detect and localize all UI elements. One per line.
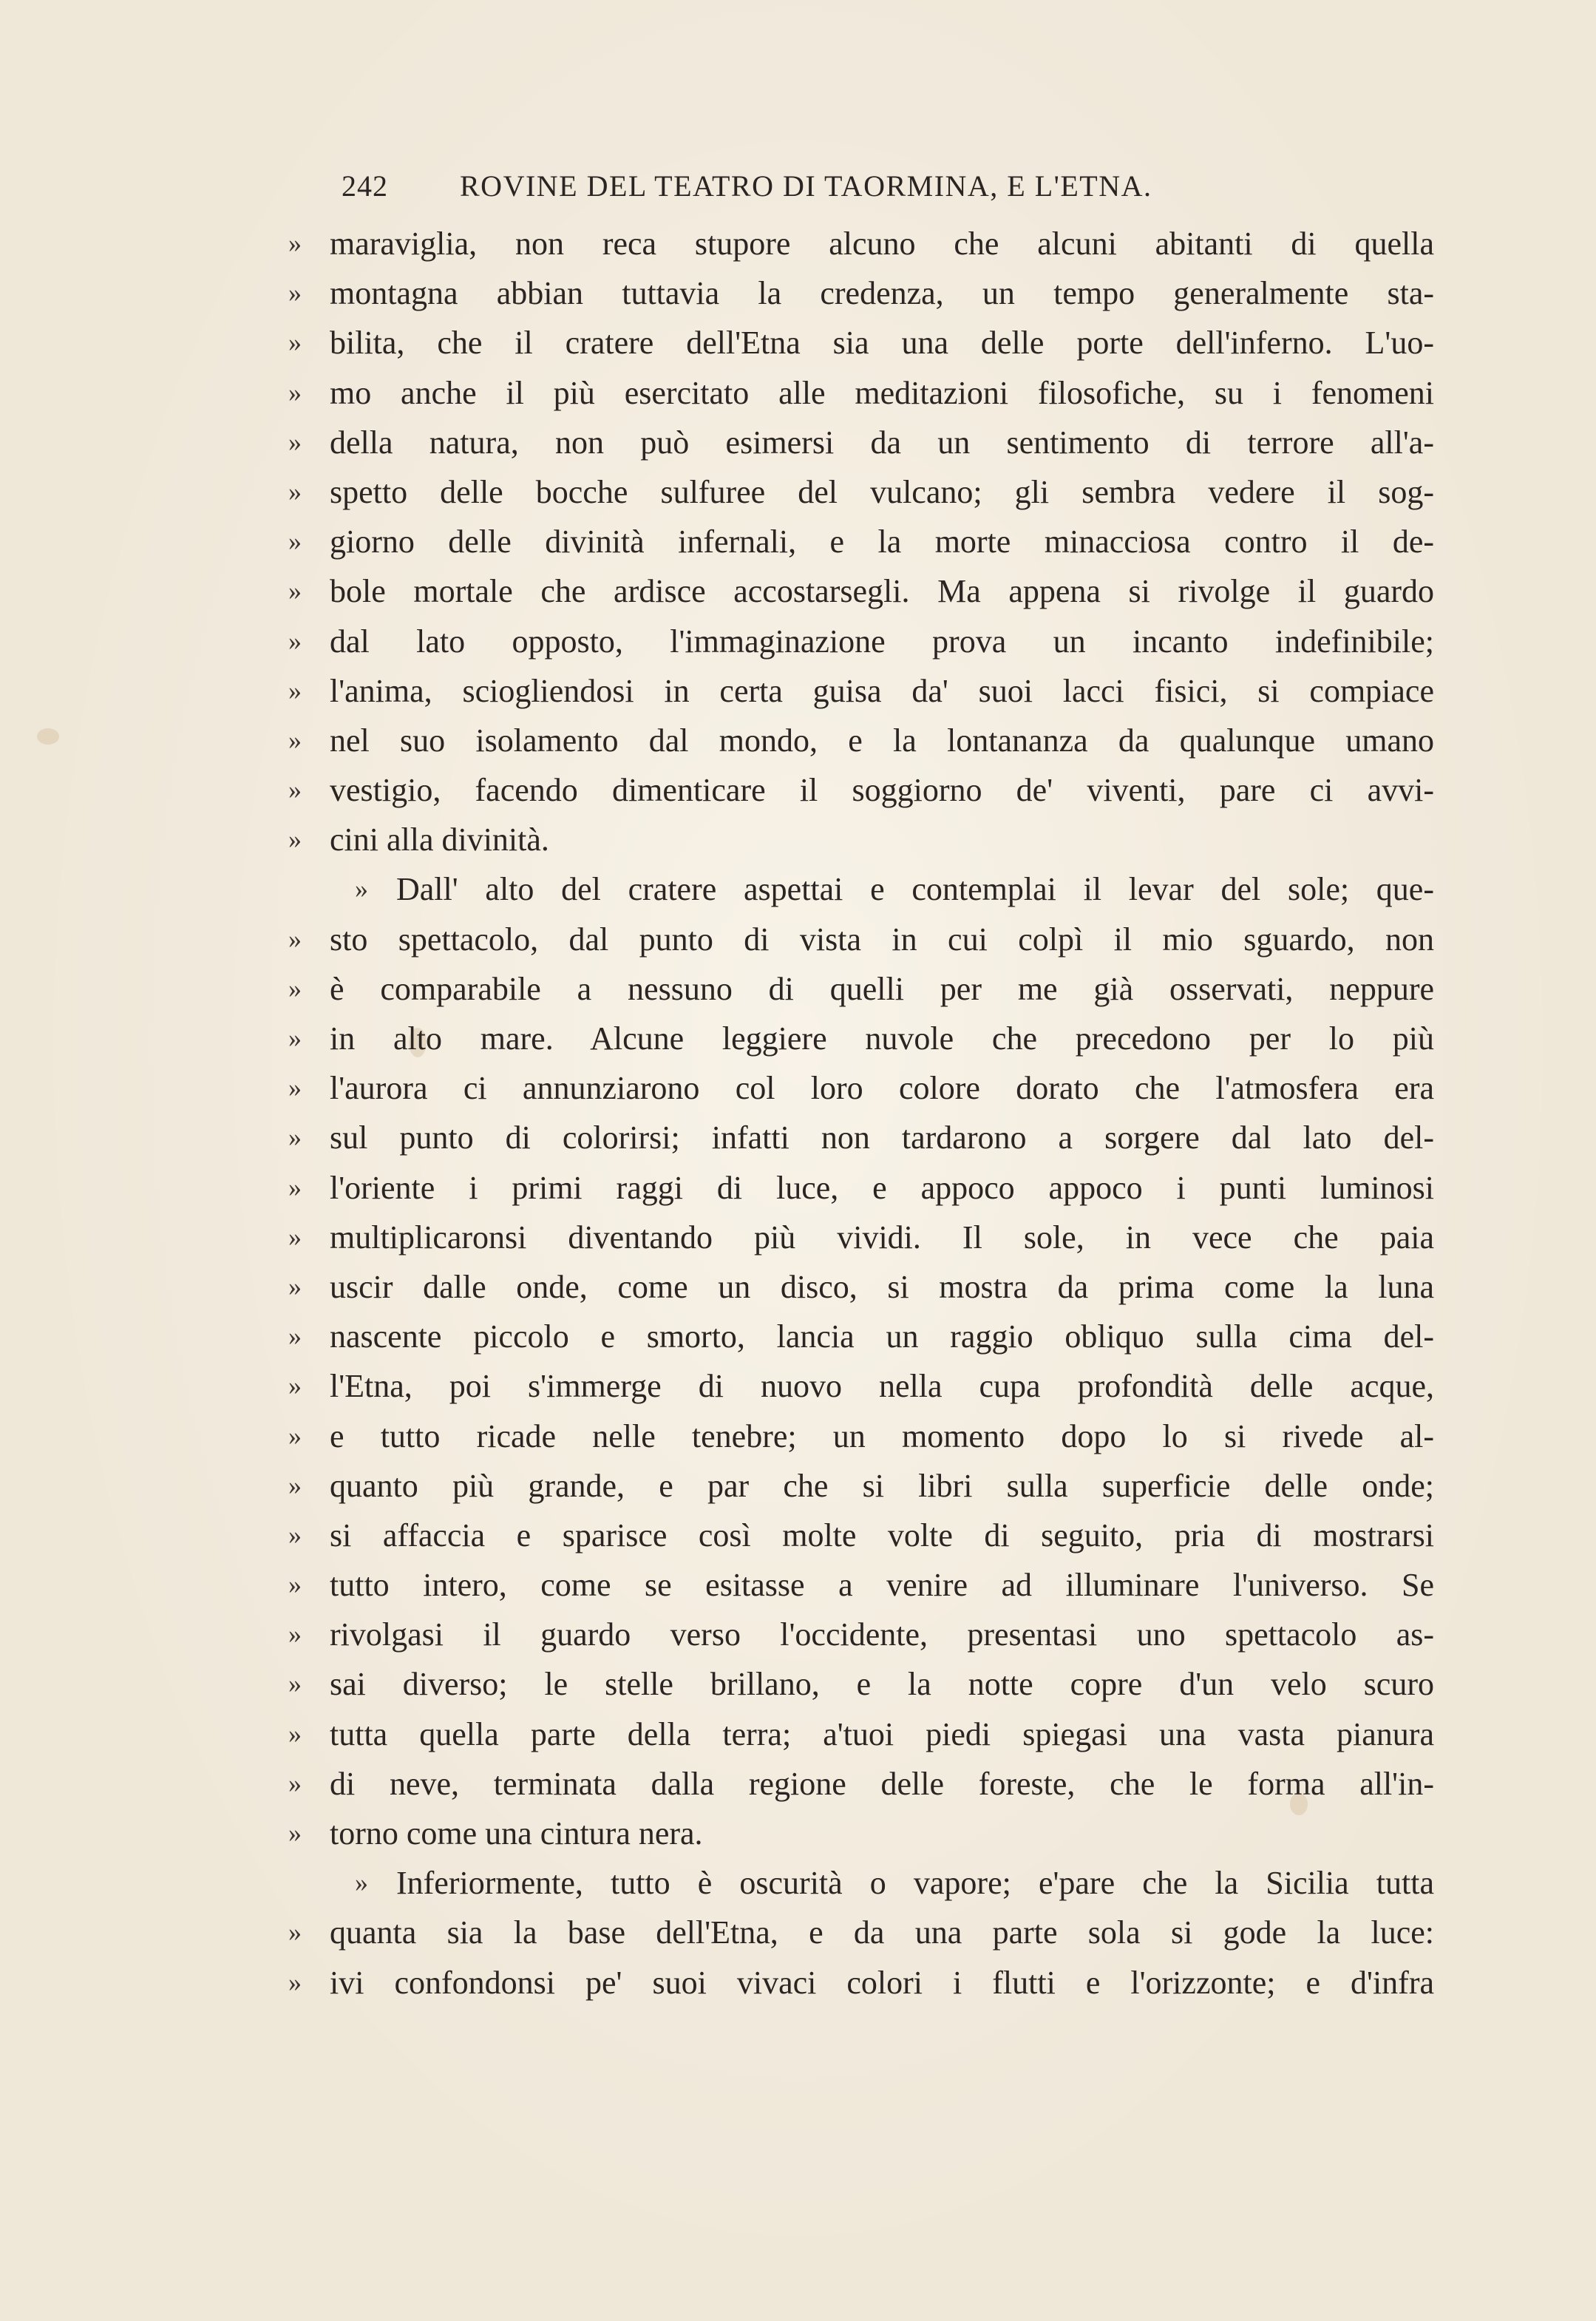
text-line: [288, 1461, 1434, 1511]
quote-mark: »: [288, 1222, 302, 1252]
line-text: di neve, terminata dalla regione delle foreste, che le forma all'in-: [330, 1765, 1434, 1802]
text-line: [288, 864, 1434, 914]
line-text: l'Etna, poi s'immerge di nuovo nella cupa profondità delle acque,: [330, 1368, 1434, 1405]
line-text: l'anima, sciogliendosi in certa guisa da' suoi lacci fisici, si compiace: [330, 672, 1434, 709]
quote-mark: »: [288, 427, 302, 457]
text-line: [288, 964, 1434, 1014]
running-title: ROVINE DEL TEATRO DI TAORMINA, E L'ETNA.: [460, 169, 1152, 203]
text-line: [288, 566, 1434, 616]
text-line: [288, 219, 1434, 268]
quote-mark: »: [288, 1073, 302, 1103]
quote-mark: »: [288, 1718, 302, 1749]
quote-mark: »: [288, 1917, 302, 1948]
line-text: giorno delle divinità infernali, e la morte minacciosa contro il de-: [330, 524, 1434, 560]
paper-stain: [37, 728, 59, 745]
text-line: [288, 1014, 1434, 1063]
quote-mark: »: [288, 228, 302, 258]
line-text: multiplicaronsi diventando più vividi. Il sole, in vece che paia: [330, 1219, 1434, 1256]
quote-mark: »: [288, 1768, 302, 1798]
text-line: [288, 1958, 1434, 2007]
text-line: [288, 1560, 1434, 1610]
text-line: [288, 716, 1434, 765]
text-line: [288, 268, 1434, 318]
text-line: [288, 1759, 1434, 1809]
line-text: tutta quella parte della terra; a'tuoi piedi spiegasi una vasta pianura: [330, 1715, 1434, 1752]
quote-mark: »: [288, 675, 302, 705]
text-line: [288, 1908, 1434, 1957]
line-text: ivi confondonsi pe' suoi vivaci colori i flutti e l'orizzonte; e d'infra: [330, 1964, 1434, 2001]
line-text: maraviglia, non reca stupore alcuno che alcuni abitanti di quella: [330, 226, 1434, 262]
quote-mark: »: [288, 278, 302, 308]
line-text: nel suo isolamento dal mondo, e la lontananza da qualunque umano: [330, 722, 1434, 759]
text-line: [288, 318, 1434, 367]
running-header: [342, 169, 1273, 213]
line-text: sto spettacolo, dal punto di vista in cui colpì il mio sguardo, non: [330, 921, 1434, 958]
quote-mark: »: [288, 1669, 302, 1699]
text-line: [288, 1213, 1434, 1262]
line-text: uscir dalle onde, come un disco, si mostra da prima come la luna: [330, 1268, 1434, 1305]
quote-mark: »: [288, 1172, 302, 1202]
text-line: [288, 915, 1434, 964]
text-line: [288, 1262, 1434, 1312]
text-line: [288, 517, 1434, 566]
line-text: montagna abbian tuttavia la credenza, un tempo generalmente sta-: [330, 275, 1434, 312]
line-text: quanta sia la base dell'Etna, e da una parte sola si gode la luce:: [330, 1914, 1434, 1951]
quote-mark: »: [288, 824, 302, 855]
text-line: [288, 1610, 1434, 1659]
line-text: bilita, che il cratere dell'Etna sia una delle porte dell'inferno. L'uo-: [330, 325, 1434, 362]
text-line: [288, 666, 1434, 716]
text-line: [288, 1659, 1434, 1709]
line-text: mo anche il più esercitato alle meditazioni filosofiche, su i fenomeni: [330, 374, 1434, 411]
quote-mark: »: [288, 1023, 302, 1053]
quote-mark: »: [288, 1570, 302, 1600]
quote-mark: »: [288, 973, 302, 1003]
line-text: tutto intero, come se esitasse a venire ad illuminare l'universo. Se: [330, 1567, 1434, 1604]
text-line: [288, 1809, 1434, 1858]
quote-mark: »: [355, 874, 368, 904]
line-text: rivolgasi il guardo verso l'occidente, presentasi uno spettacolo as-: [330, 1616, 1434, 1653]
quote-mark: »: [288, 1519, 302, 1550]
line-text: Inferiormente, tutto è oscurità o vapore; e'pare che la Sicilia tutta: [396, 1865, 1434, 1902]
body-text: [288, 219, 1434, 2007]
text-line: [288, 1113, 1434, 1162]
text-line: [288, 1312, 1434, 1361]
text-line: [288, 418, 1434, 467]
text-line: [288, 368, 1434, 418]
text-line: [288, 1412, 1434, 1461]
line-text: in alto mare. Alcune leggiere nuvole che precedono per lo più: [330, 1020, 1434, 1057]
line-text: della natura, non può esimersi da un sentimento di terrore all'a-: [330, 424, 1434, 461]
quote-mark: »: [288, 377, 302, 407]
line-text: e tutto ricade nelle tenebre; un momento dopo lo si rivede al-: [330, 1417, 1434, 1454]
text-line: [288, 467, 1434, 517]
line-text: sul punto di colorirsi; infatti non tardarono a sorgere dal lato del-: [330, 1119, 1434, 1156]
quote-mark: »: [288, 626, 302, 656]
quote-mark: »: [288, 526, 302, 557]
text-line: [288, 765, 1434, 815]
quote-mark: »: [288, 1470, 302, 1500]
line-text: bole mortale che ardisce accostarsegli. Ma appena si rivolge il guardo: [330, 573, 1434, 610]
quote-mark: »: [288, 1420, 302, 1451]
quote-mark: »: [355, 1868, 368, 1898]
quote-mark: »: [288, 1371, 302, 1401]
text-line: [288, 1361, 1434, 1411]
quote-mark: »: [288, 775, 302, 805]
quote-mark: »: [288, 725, 302, 755]
text-line: [288, 1858, 1434, 1908]
text-line: [288, 617, 1434, 666]
line-text: cini alla divinità.: [330, 821, 549, 858]
quote-mark: »: [288, 576, 302, 606]
line-text: è comparabile a nessuno di quelli per me già osservati, neppure: [330, 970, 1434, 1007]
text-line: [288, 1710, 1434, 1759]
quote-mark: »: [288, 328, 302, 358]
line-text: l'aurora ci annunziarono col loro colore dorato che l'atmosfera era: [330, 1070, 1434, 1107]
text-line: [288, 1511, 1434, 1560]
line-text: vestigio, facendo dimenticare il soggiorno de' viventi, pare ci avvi-: [330, 772, 1434, 809]
line-text: sai diverso; le stelle brillano, e la notte copre d'un velo scuro: [330, 1666, 1434, 1703]
quote-mark: »: [288, 1818, 302, 1848]
line-text: l'oriente i primi raggi di luce, e appoco appoco i punti luminosi: [330, 1169, 1434, 1206]
text-line: [288, 815, 1434, 864]
quote-mark: »: [288, 1619, 302, 1650]
line-text: quanto più grande, e par che si libri sulla superficie delle onde;: [330, 1467, 1434, 1504]
quote-mark: »: [288, 1967, 302, 1997]
line-text: nascente piccolo e smorto, lancia un raggio obliquo sulla cima del-: [330, 1318, 1434, 1355]
quote-mark: »: [288, 924, 302, 954]
line-text: Dall' alto del cratere aspettai e contemplai il levar del sole; que-: [396, 871, 1434, 908]
line-text: spetto delle bocche sulfuree del vulcano; gli sembra vedere il sog-: [330, 473, 1434, 510]
quote-mark: »: [288, 1271, 302, 1301]
page-number: 242: [342, 169, 388, 203]
text-line: [288, 1163, 1434, 1213]
line-text: torno come una cintura nera.: [330, 1815, 703, 1851]
line-text: si affaccia e sparisce così molte volte di seguito, pria di mostrarsi: [330, 1517, 1434, 1553]
line-text: dal lato opposto, l'immaginazione prova un incanto indefinibile;: [330, 623, 1434, 660]
quote-mark: »: [288, 476, 302, 506]
quote-mark: »: [288, 1321, 302, 1352]
text-line: [288, 1063, 1434, 1113]
quote-mark: »: [288, 1122, 302, 1153]
